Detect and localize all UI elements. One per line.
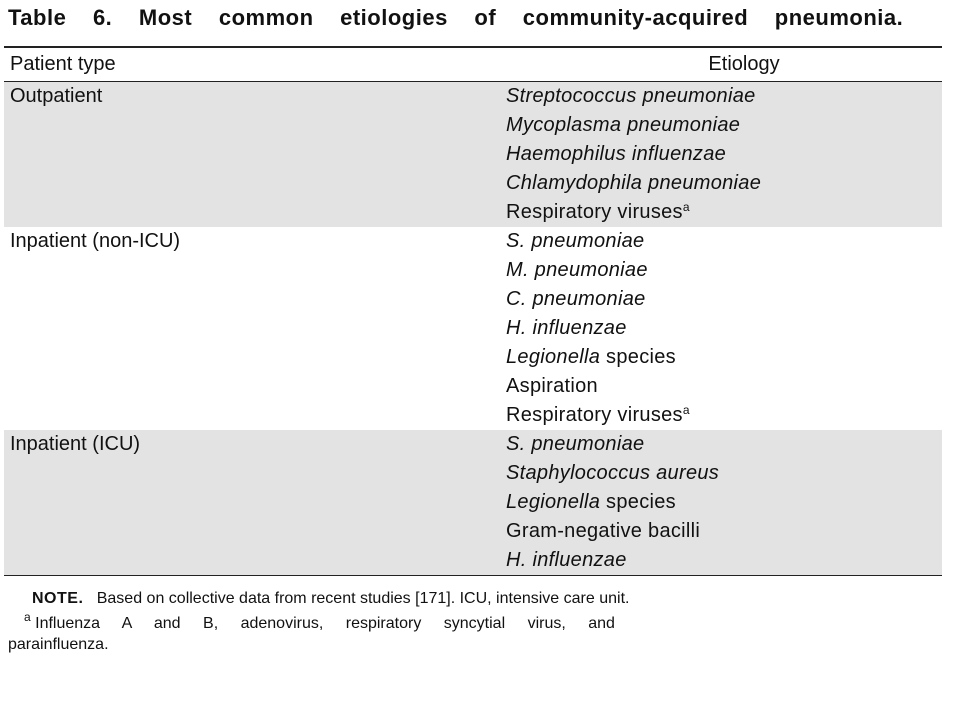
footnote-marker: a <box>24 610 31 624</box>
footnote-text: Influenza A and B, adenovirus, respiratory syncytial virus, and <box>35 615 615 632</box>
etiology-text: Gram-negative bacilli <box>506 520 701 542</box>
footnote-ref: a <box>682 403 690 417</box>
header-patient-type: Patient type <box>10 53 116 75</box>
etiology-item <box>506 198 942 227</box>
bottom-rule <box>4 575 942 576</box>
etiology-item <box>506 401 942 430</box>
etiology-text: C. pneumoniae <box>506 288 646 310</box>
footnote-ref: a <box>682 200 690 214</box>
etiology-text: Legionella <box>506 346 601 368</box>
table-title: Table 6. Most common etiologies of community-acquired pneumonia. <box>8 5 904 30</box>
etiology-text: species <box>600 346 676 368</box>
table-header-row <box>4 48 942 81</box>
etiology-item <box>506 256 942 285</box>
table-row-group <box>4 430 942 575</box>
patient-type-cell: Inpatient (non-ICU) <box>10 230 181 252</box>
etiology-text: Haemophilus influenzae <box>506 143 727 165</box>
table-row-group <box>4 227 942 430</box>
table-row-group <box>4 82 942 227</box>
etiology-item <box>506 517 942 546</box>
note-text: Based on collective data from recent studies [171]. ICU, intensive care unit. <box>96 590 630 607</box>
etiology-cell <box>506 227 942 430</box>
etiology-cell <box>506 82 942 227</box>
table-notes <box>4 588 942 655</box>
footnote-paragraph <box>8 610 942 655</box>
etiology-text: Mycoplasma pneumoniae <box>506 114 741 136</box>
etiology-item <box>506 169 942 198</box>
etiology-text: species <box>600 491 676 513</box>
patient-type-cell: Outpatient <box>10 85 103 107</box>
etiology-text: S. pneumoniae <box>506 230 645 252</box>
etiology-item <box>506 314 942 343</box>
etiology-item <box>506 546 942 575</box>
etiology-item <box>506 111 942 140</box>
etiology-text: Chlamydophila pneumoniae <box>506 172 762 194</box>
etiology-text: Aspiration <box>506 375 598 397</box>
etiology-text: Respiratory viruses <box>506 404 683 426</box>
etiology-item <box>506 343 942 372</box>
etiology-text: S. pneumoniae <box>506 433 645 455</box>
table-body <box>4 82 942 575</box>
etiology-item <box>506 459 942 488</box>
etiology-text: Legionella <box>506 491 601 513</box>
etiology-item <box>506 82 942 111</box>
footnote-text-continued: parainfluenza. <box>8 636 109 653</box>
header-etiology: Etiology <box>708 53 780 75</box>
document <box>4 6 942 659</box>
etiology-item <box>506 140 942 169</box>
etiology-item <box>506 372 942 401</box>
note-label: NOTE. <box>32 590 84 607</box>
note-paragraph <box>8 588 942 609</box>
etiology-item <box>506 227 942 256</box>
etiology-text: Streptococcus pneumoniae <box>506 85 756 107</box>
etiology-item <box>506 285 942 314</box>
patient-type-cell: Inpatient (ICU) <box>10 433 141 455</box>
etiology-text: M. pneumoniae <box>506 259 648 281</box>
etiology-item <box>506 430 942 459</box>
etiology-text: H. influenzae <box>506 317 627 339</box>
etiology-cell <box>506 430 942 575</box>
etiology-text: Staphylococcus aureus <box>506 462 720 484</box>
etiology-text: H. influenzae <box>506 549 627 571</box>
etiology-text: Respiratory viruses <box>506 201 683 223</box>
etiology-item <box>506 488 942 517</box>
